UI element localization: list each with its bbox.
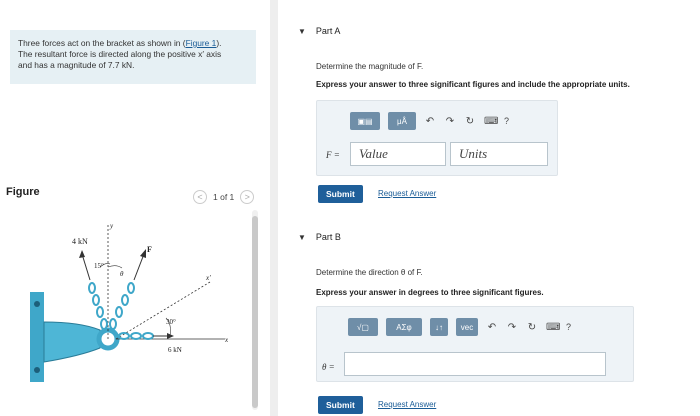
templates-button[interactable]: ▣▤ (350, 112, 380, 130)
help-icon[interactable]: ? (566, 322, 572, 332)
redo-icon[interactable]: ↷ (507, 321, 517, 333)
problem-line3: and has a magnitude of 7.7 kN. (18, 60, 135, 70)
vec-button[interactable]: vec (456, 318, 478, 336)
collapse-caret-icon[interactable]: ▼ (298, 232, 306, 242)
part-a-prompt: Determine the magnitude of F. (316, 62, 424, 71)
greek-button[interactable]: ΑΣφ (386, 318, 422, 336)
reset-icon[interactable]: ↻ (527, 321, 537, 333)
redo-icon[interactable]: ↷ (445, 115, 455, 127)
part-a-request-answer-link[interactable]: Request Answer (378, 189, 437, 198)
part-b-toolbar (348, 318, 571, 336)
keyboard-icon[interactable]: ⌨ (546, 321, 561, 333)
units-input[interactable]: Units (450, 142, 548, 166)
label-F: F (147, 245, 152, 254)
label-15deg: 15° (94, 262, 104, 270)
figure-scrollbar-thumb[interactable] (252, 216, 258, 408)
label-x: x (225, 336, 229, 344)
pane-divider (270, 0, 278, 416)
bracket-figure (20, 212, 260, 392)
part-b-instruction: Express your answer in degrees to three significant figures. (316, 288, 544, 297)
part-b-var-label: θ = (322, 362, 335, 372)
part-a-header[interactable] (298, 26, 340, 36)
problem-statement (10, 30, 256, 84)
figure-title: Figure (6, 186, 40, 198)
figure-link[interactable]: Figure 1 (185, 38, 217, 48)
theta-input[interactable] (344, 352, 606, 376)
problem-line2: The resultant force is directed along the positive x′ axis (18, 49, 222, 59)
undo-icon[interactable]: ↶ (425, 115, 435, 127)
figure-pager (193, 190, 254, 204)
label-xprime: x′ (206, 274, 211, 282)
bracket-arm (44, 322, 100, 362)
templates-button[interactable]: √▢ (348, 318, 378, 336)
label-theta: θ (120, 270, 124, 278)
units-button[interactable]: μÅ (388, 112, 416, 130)
chain-6kn (119, 333, 174, 339)
label-y: y (110, 222, 114, 230)
part-b-title: Part B (315, 232, 341, 242)
chain-F (110, 249, 146, 329)
help-icon[interactable]: ? (504, 116, 510, 126)
label-4kn: 4 kN (72, 237, 88, 246)
label-6kn: 6 kN (168, 346, 182, 354)
value-input[interactable]: Value (350, 142, 446, 166)
figure-counter: 1 of 1 (213, 192, 235, 202)
part-b-request-answer-link[interactable]: Request Answer (378, 400, 437, 409)
problem-pane (0, 0, 270, 416)
prev-figure-button[interactable]: < (193, 190, 207, 204)
keyboard-icon[interactable]: ⌨ (484, 115, 499, 127)
label-30deg: 30° (166, 318, 176, 326)
collapse-caret-icon[interactable]: ▼ (298, 26, 306, 36)
subscript-button[interactable]: ↓↑ (430, 318, 448, 336)
problem-line1-post: ). (216, 38, 222, 48)
questions-pane (278, 0, 700, 416)
next-figure-button[interactable]: > (240, 190, 254, 204)
undo-icon[interactable]: ↶ (487, 321, 497, 333)
part-b-header[interactable] (298, 232, 341, 242)
reset-icon[interactable]: ↻ (465, 115, 475, 127)
part-a-toolbar (350, 112, 509, 130)
part-a-submit-button[interactable]: Submit (318, 185, 363, 203)
part-a-var-label: F = (326, 150, 340, 160)
part-a-instruction: Express your answer to three significant figures and include the appropriate units. (316, 80, 630, 89)
part-b-submit-button[interactable]: Submit (318, 396, 363, 414)
problem-line1-pre: Three forces act on the bracket as shown in ( (18, 38, 186, 48)
part-a-title: Part A (315, 26, 341, 36)
part-b-prompt: Determine the direction θ of F. (316, 268, 423, 277)
